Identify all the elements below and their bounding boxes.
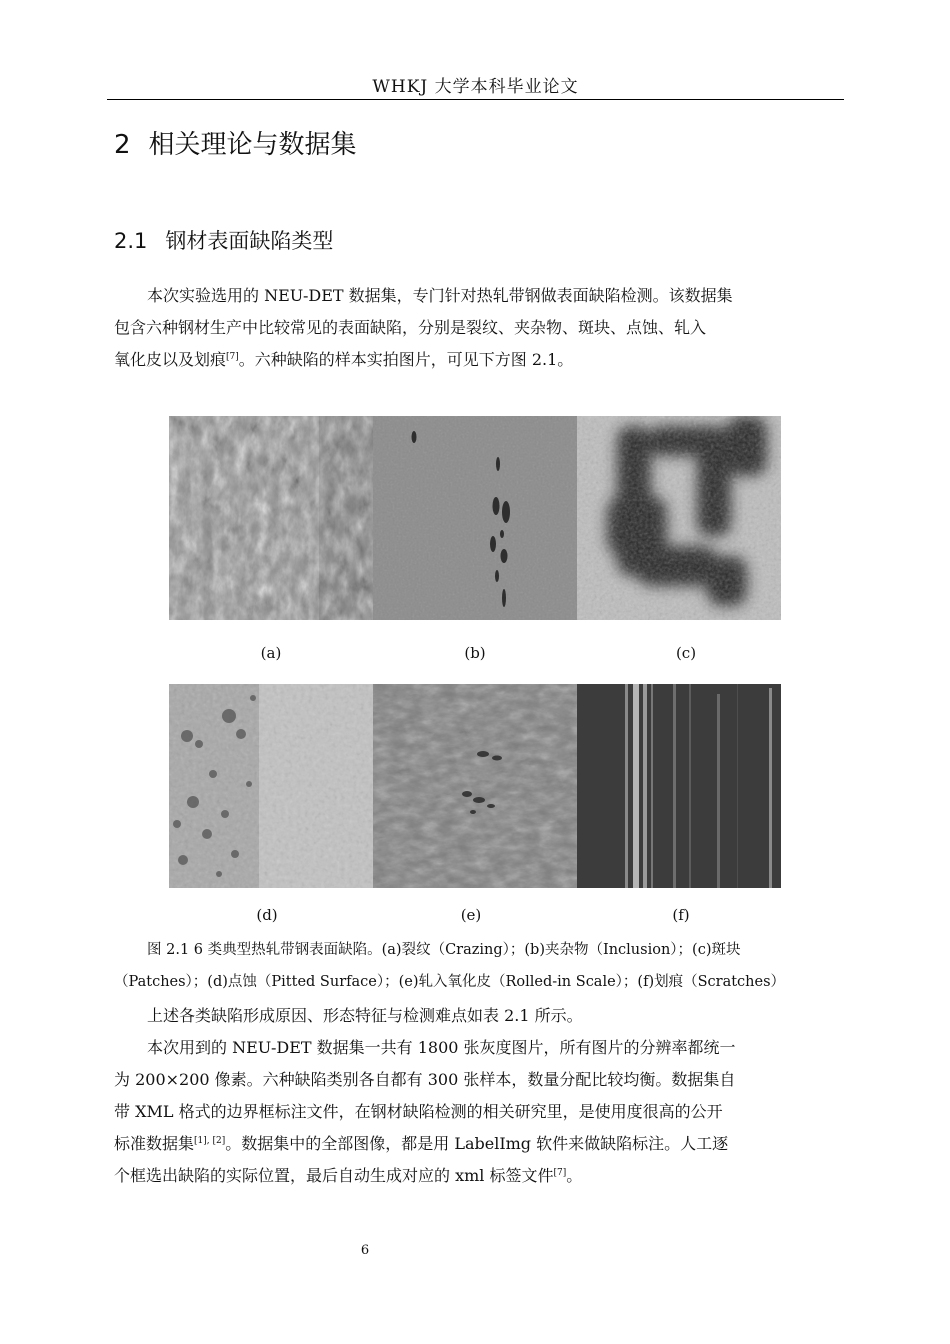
chapter-title: 相关理论与数据集: [148, 130, 357, 160]
figure-label-d: (d): [256, 906, 278, 924]
caption-line: （Patches）；(d)点蚀（Pitted Surface）；(e)轧入氧化皮（Rolled-in Scale）；(f)划痕（Scratches）: [114, 974, 786, 990]
paragraph-line: 本次用到的 NEU-DET 数据集一共有 1800 张灰度图片，所有图片的分辨率都统一: [147, 1038, 736, 1057]
running-header: WHKJ 大学本科毕业论文: [372, 77, 579, 97]
paragraph-line: 标准数据集[1], [2]。数据集中的全部图像，都是用 LabelImg 软件来做缺陷标注。人工逐: [114, 1134, 729, 1153]
section-heading: [114, 225, 333, 255]
pitted-surface-texture-icon: [169, 684, 373, 888]
patches-texture-icon: [577, 416, 781, 620]
paragraph-dataset: [114, 1032, 838, 1192]
caption-line: 图 2.1 6 类典型热轧带钢表面缺陷。(a)裂纹（Crazing）；(b)夹杂物（Inclusion）；(c)斑块: [147, 942, 741, 958]
figure-row-bottom: [169, 684, 781, 888]
paragraph-line: 包含六种钢材生产中比较常见的表面缺陷，分别是裂纹、夹杂物、斑块、点蚀、轧入: [114, 318, 707, 337]
paragraph-line: 氧化皮以及划痕[7]。六种缺陷的样本实拍图片，可见下方图 2.1。: [114, 350, 574, 369]
citation[interactable]: [7]: [226, 352, 239, 362]
citation[interactable]: [7]: [553, 1168, 567, 1178]
inclusion-texture-icon: [373, 416, 577, 620]
paragraph-line: 带 XML 格式的边界框标注文件，在钢材缺陷检测的相关研究里，是使用度很高的公开: [114, 1102, 723, 1121]
chapter-heading: [114, 124, 357, 161]
citation[interactable]: [1], [2]: [194, 1136, 226, 1146]
figure-label-a: (a): [260, 644, 282, 662]
figure-label-f: (f): [672, 906, 690, 924]
header-rule: [107, 99, 844, 100]
chapter-number: 2: [114, 130, 131, 160]
figure-label-c: (c): [675, 644, 697, 662]
section-title: 钢材表面缺陷类型: [165, 229, 334, 253]
scratches-texture-icon: [577, 684, 781, 888]
paragraph-line: 上述各类缺陷形成原因、形态特征与检测难点如表 2.1 所示。: [147, 1006, 583, 1025]
paragraph-table-ref: [114, 1000, 838, 1032]
figure-row-top: [169, 416, 781, 620]
section-number: 2.1: [114, 229, 148, 253]
figure-label-e: (e): [460, 906, 482, 924]
paragraph-intro: [114, 280, 838, 376]
rolled-in-scale-texture-icon: [373, 684, 577, 888]
page-number: 6: [360, 1243, 370, 1258]
paragraph-line: 个框选出缺陷的实际位置，最后自动生成对应的 xml 标签文件[7]。: [114, 1166, 583, 1185]
figure-label-b: (b): [464, 644, 486, 662]
paragraph-line: 本次实验选用的 NEU-DET 数据集，专门针对热轧带钢做表面缺陷检测。该数据集: [147, 286, 733, 305]
paragraph-line: 为 200×200 像素。六种缺陷类别各自都有 300 张样本，数量分配比较均衡。数据集自: [114, 1070, 736, 1089]
figure-caption: [114, 934, 838, 998]
crazing-texture-icon: [169, 416, 373, 620]
